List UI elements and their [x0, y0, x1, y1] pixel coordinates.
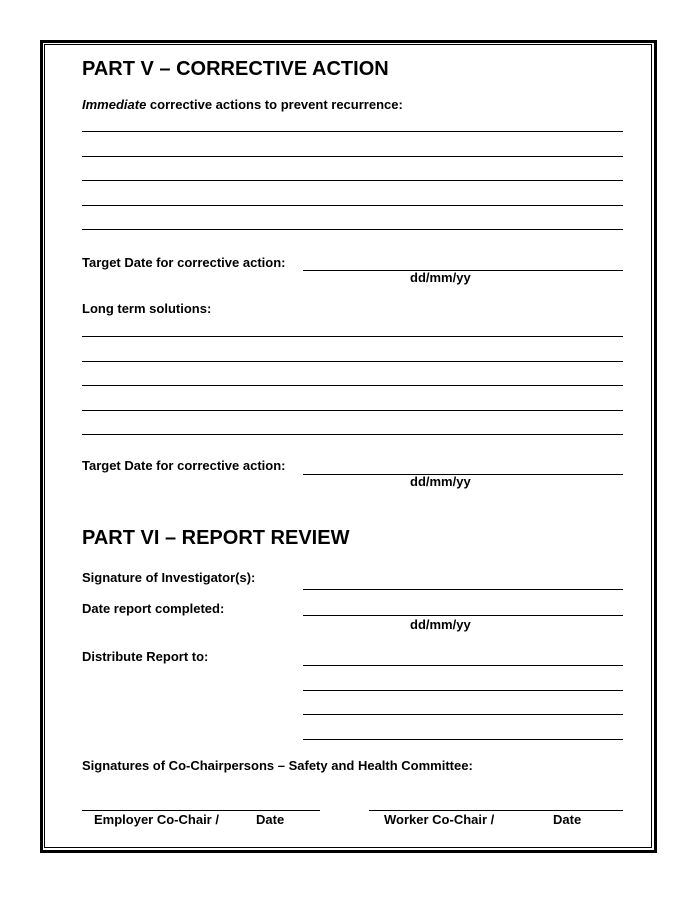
immediate-rest: corrective actions to prevent recurrence: — [146, 97, 403, 112]
immediate-action-line-4[interactable] — [82, 205, 623, 206]
signature-investigator-line[interactable] — [303, 589, 623, 590]
worker-date-label: Date — [553, 812, 582, 827]
distribute-line-3[interactable] — [303, 714, 623, 715]
part5-title: PART V – CORRECTIVE ACTION — [82, 58, 389, 80]
employer-date-label: Date — [256, 812, 285, 827]
cochair-signatures-label: Signatures of Co-Chairpersons – Safety and Health Committee: — [82, 758, 473, 773]
page-border-inner — [44, 44, 652, 848]
worker-signature-line[interactable] — [369, 810, 623, 811]
immediate-action-line-3[interactable] — [82, 180, 623, 181]
signature-investigator-label: Signature of Investigator(s): — [82, 570, 256, 585]
target-date-label-1: Target Date for corrective action: — [82, 255, 286, 270]
distribute-label: Distribute Report to: — [82, 649, 209, 664]
distribute-line-1[interactable] — [303, 665, 623, 666]
employer-signature-line[interactable] — [82, 810, 320, 811]
long-term-line-3[interactable] — [82, 385, 623, 386]
employer-cochair-label: Employer Co-Chair / — [94, 812, 219, 827]
immediate-action-line-1[interactable] — [82, 131, 623, 132]
date-hint-1: dd/mm/yy — [410, 270, 471, 285]
immediate-action-line-2[interactable] — [82, 156, 623, 157]
part6-title: PART VI – REPORT REVIEW — [82, 527, 350, 549]
worker-cochair-label: Worker Co-Chair / — [384, 812, 495, 827]
date-completed-hint: dd/mm/yy — [410, 617, 471, 632]
date-completed-line[interactable] — [303, 615, 623, 616]
long-term-line-4[interactable] — [82, 410, 623, 411]
distribute-line-4[interactable] — [303, 739, 623, 740]
immediate-italic: Immediate — [82, 97, 147, 112]
immediate-action-line-5[interactable] — [82, 229, 623, 230]
long-term-line-5[interactable] — [82, 434, 623, 435]
long-term-line-1[interactable] — [82, 336, 623, 337]
long-term-label: Long term solutions: — [82, 301, 212, 316]
target-date-label-2: Target Date for corrective action: — [82, 458, 286, 473]
distribute-line-2[interactable] — [303, 690, 623, 691]
long-term-line-2[interactable] — [82, 361, 623, 362]
date-completed-label: Date report completed: — [82, 601, 225, 616]
immediate-actions-label — [82, 97, 403, 112]
date-hint-2: dd/mm/yy — [410, 474, 471, 489]
